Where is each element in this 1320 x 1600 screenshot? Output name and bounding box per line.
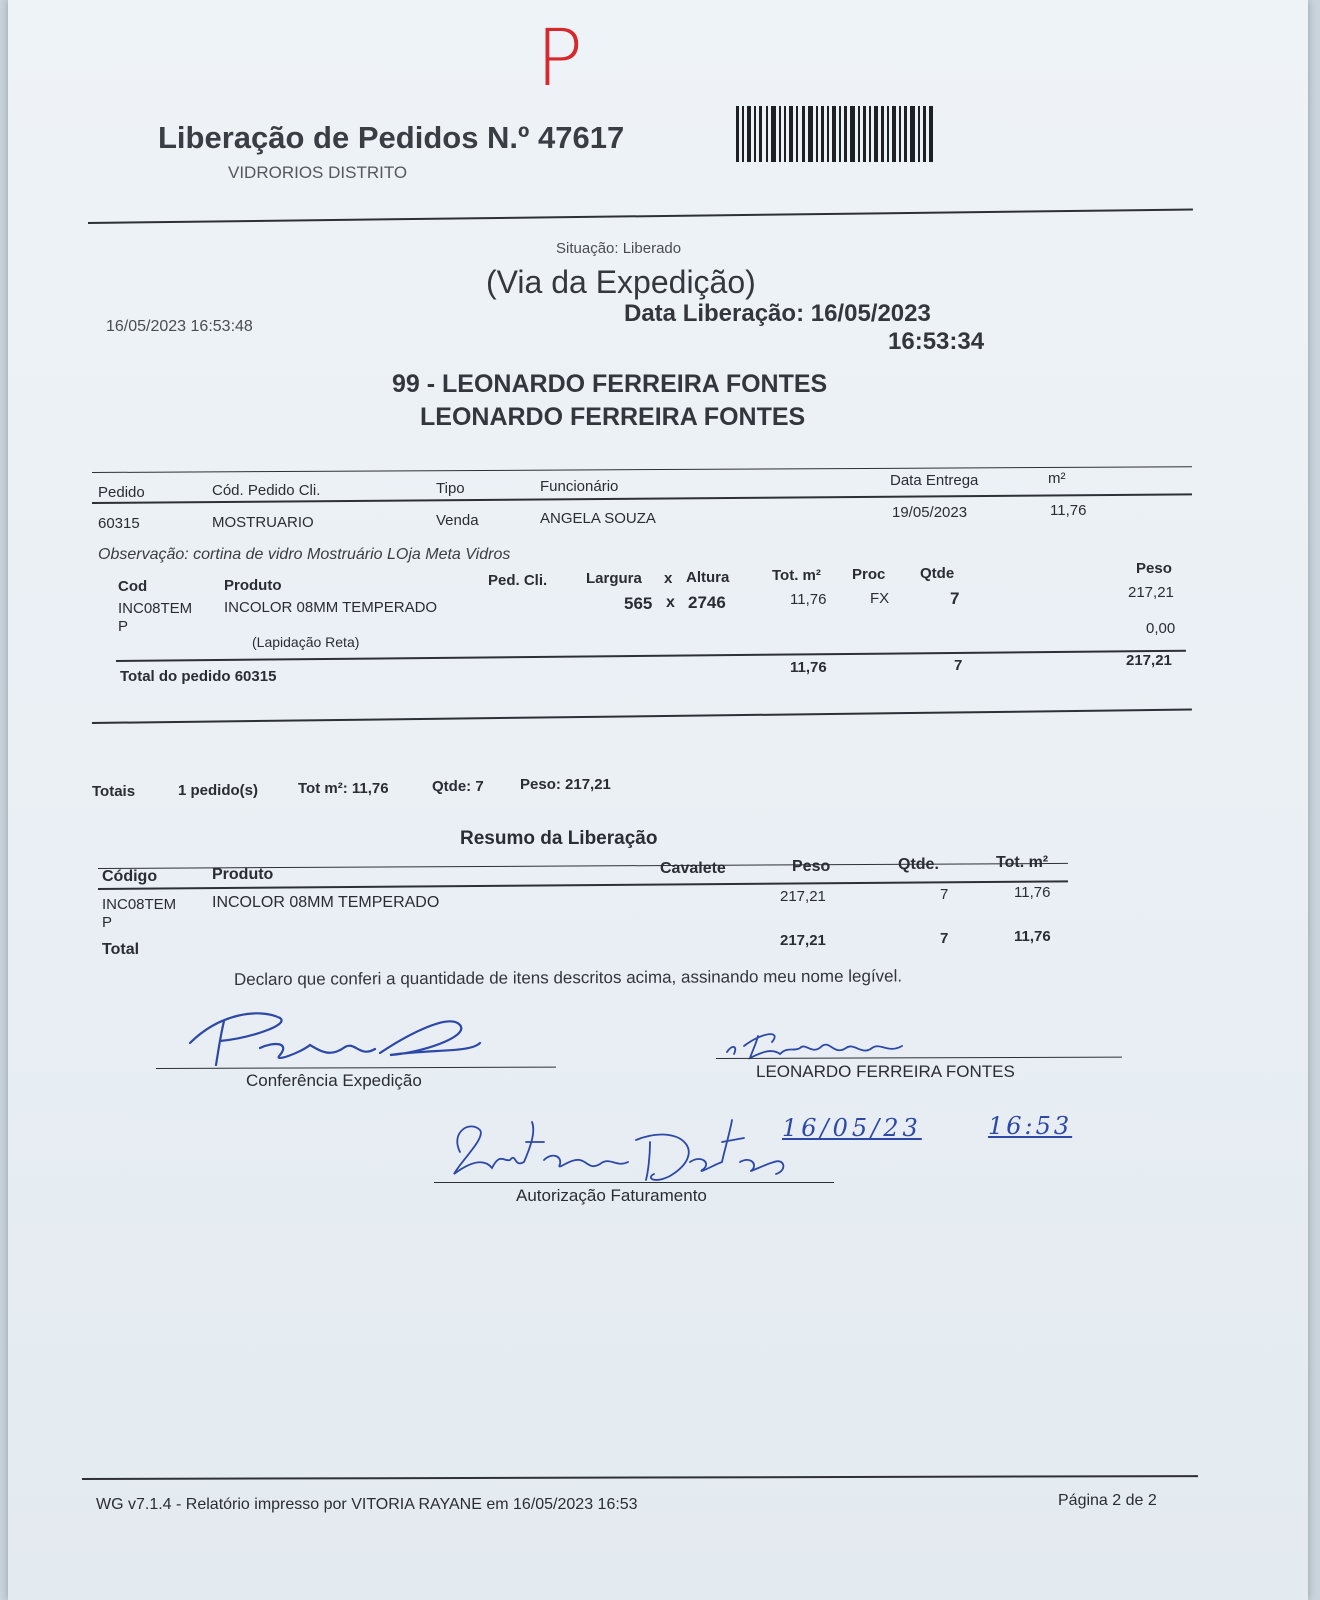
order-total-label: Total do pedido 60315 (120, 668, 277, 685)
item-proc: FX (870, 590, 890, 607)
summary-codigo-line1: INC08TEM (102, 896, 177, 913)
totals-m2: Tot m²: 11,76 (298, 780, 389, 797)
col-altura: Altura (686, 569, 730, 586)
barcode-image (736, 104, 936, 164)
divider (116, 650, 1186, 662)
signature-line (716, 1057, 1122, 1059)
release-time: 16:53:34 (888, 328, 985, 355)
col-ped-cli: Ped. Cli. (488, 572, 548, 589)
signature-conferencia (180, 1003, 490, 1073)
item-cod-line1: INC08TEM (118, 600, 193, 617)
summary-total-label: Total (102, 941, 140, 958)
autorizacao-label: Autorização Faturamento (516, 1186, 707, 1205)
document-page (8, 0, 1308, 1600)
footer-divider (82, 1475, 1198, 1480)
col-produto: Produto (224, 577, 282, 594)
col-x: x (664, 570, 673, 587)
col-funcionario: Funcionário (540, 478, 619, 495)
divider (92, 466, 1192, 473)
declaration-text: Declaro que conferi a quantidade de itens descritos acima, assinando meu nome legível. (233, 966, 903, 989)
col-largura: Largura (586, 570, 642, 587)
order-m2: 11,76 (1050, 502, 1087, 519)
col-cod-pedido: Cód. Pedido Cli. (212, 482, 321, 499)
item-qtde: 7 (950, 589, 960, 608)
handwritten-time: 16:53 (988, 1112, 1073, 1140)
client-name-line2: LEONARDO FERREIRA FONTES (420, 403, 806, 431)
order-data-entrega: 19/05/2023 (892, 504, 968, 521)
order-total-qtde: 7 (954, 657, 963, 674)
summary-title: Resumo da Liberação (460, 828, 658, 849)
signature-line (434, 1182, 834, 1183)
totals-qtde: Qtde: 7 (432, 778, 484, 795)
order-tipo: Venda (436, 512, 479, 529)
divider (88, 209, 1193, 224)
summary-col-produto: Produto (212, 866, 274, 883)
divider (92, 709, 1192, 724)
totals-peso: Peso: 217,21 (520, 776, 611, 793)
cliente-label: LEONARDO FERREIRA FONTES (756, 1062, 1015, 1081)
col-tot-m2: Tot. m² (772, 567, 821, 584)
observation: Observação: cortina de vidro Mostruário LOja Meta Vidros (98, 546, 511, 563)
col-cod: Cod (118, 578, 148, 595)
item-produto: INCOLOR 08MM TEMPERADO (224, 599, 438, 616)
col-data-entrega: Data Entrega (890, 472, 979, 489)
document-title: Liberação de Pedidos N.º 47617 (158, 120, 625, 155)
summary-tot-m2: 11,76 (1014, 884, 1051, 901)
company-name: VIDRORIOS DISTRITO (228, 163, 408, 182)
item-tot-m2: 11,76 (790, 591, 827, 608)
status-text: Situação: Liberado (556, 240, 682, 257)
summary-total-peso: 217,21 (780, 932, 826, 949)
item-cod-line2: P (118, 618, 129, 635)
col-tipo: Tipo (436, 480, 465, 497)
item-altura: 2746 (688, 593, 726, 612)
summary-col-qtde: Qtde. (898, 856, 939, 873)
item-largura: 565 (624, 594, 653, 613)
handwritten-date: 16/05/23 (782, 1114, 922, 1142)
item-sub-peso: 0,00 (1146, 620, 1176, 637)
signature-cliente (722, 1022, 912, 1062)
summary-col-peso: Peso (792, 858, 831, 875)
via-label: (Via da Expedição) (486, 264, 756, 300)
col-peso: Peso (1136, 560, 1172, 577)
col-qtde: Qtde (920, 565, 955, 582)
signature-autorizacao (440, 1112, 800, 1192)
summary-produto: INCOLOR 08MM TEMPERADO (212, 894, 440, 911)
summary-col-codigo: Código (102, 868, 158, 885)
summary-total-tot-m2: 11,76 (1014, 928, 1051, 945)
order-funcionario: ANGELA SOUZA (540, 510, 656, 527)
printed-datetime: 16/05/2023 16:53:48 (106, 318, 253, 335)
footer-printed-by: WG v7.1.4 - Relatório impresso por VITORIA RAYANE em 16/05/2023 16:53 (96, 1496, 638, 1513)
client-name-line1: 99 - LEONARDO FERREIRA FONTES (392, 370, 828, 398)
item-sub-label: (Lapidação Reta) (252, 634, 360, 650)
col-pedido: Pedido (98, 484, 145, 501)
summary-peso: 217,21 (780, 888, 826, 905)
col-proc: Proc (852, 566, 886, 583)
conferencia-label: Conferência Expedição (246, 1071, 422, 1090)
item-peso: 217,21 (1128, 584, 1174, 601)
order-pedido: 60315 (98, 515, 140, 532)
item-x: x (666, 594, 675, 611)
order-total-m2: 11,76 (790, 659, 827, 676)
release-date: Data Liberação: 16/05/2023 (624, 300, 931, 327)
handwritten-mark: P (536, 14, 584, 104)
order-total-peso: 217,21 (1126, 652, 1172, 669)
summary-total-qtde: 7 (940, 930, 949, 947)
totals-pedidos: 1 pedido(s) (178, 782, 259, 799)
summary-qtde: 7 (940, 886, 949, 903)
footer-page-number: Página 2 de 2 (1058, 1492, 1157, 1509)
col-m2: m² (1048, 470, 1066, 487)
summary-col-cavalete: Cavalete (660, 860, 726, 877)
totals-label: Totais (92, 783, 136, 800)
order-cod-pedido: MOSTRUARIO (212, 514, 314, 531)
summary-col-tot-m2: Tot. m² (996, 854, 1049, 871)
summary-codigo-line2: P (102, 914, 113, 931)
